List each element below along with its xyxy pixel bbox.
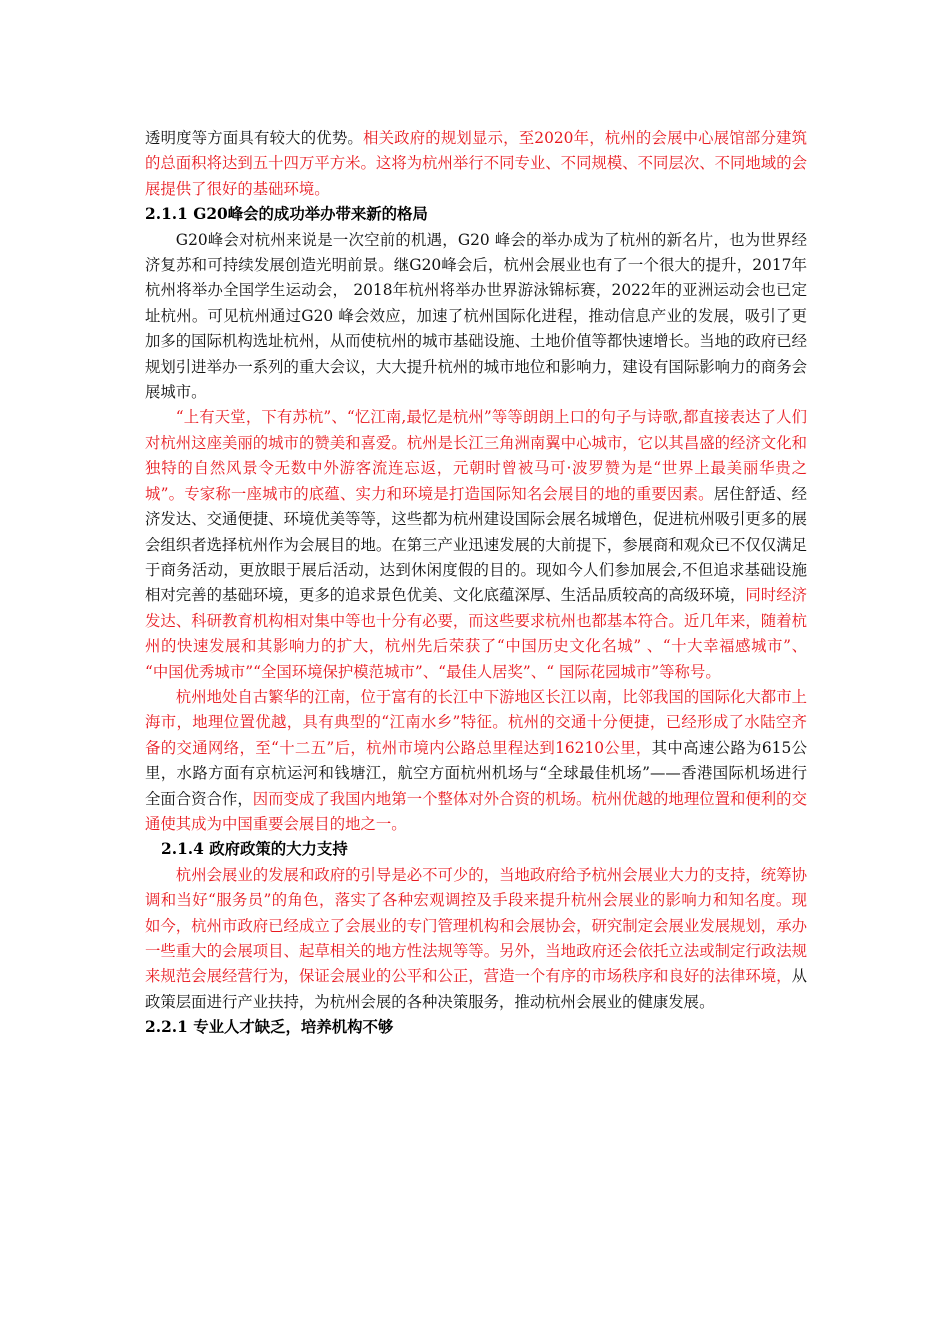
document-page <box>145 126 807 1041</box>
section-heading-talent: 2.2.1 专业人才缺乏，培养机构不够 <box>145 1018 394 1037</box>
text-run: 透明度等方面具有较大的优势。 <box>145 129 363 147</box>
paragraph-g20 <box>145 228 807 406</box>
paragraph-location <box>145 685 807 837</box>
text-run-highlight: 因而变成了我国内地第一个整体对外合资的机场。杭州优越的地理位置和便利的交通使其成为中国重要会展目的地之一。 <box>145 789 807 833</box>
text-run: 居住舒适、经济发达、交通便捷、环境优美等等，这些都为杭州建设国际会展名城增色，促进杭州吸引更多的展会组织者选择杭州作为会展目的地。在第三产业迅速发展的大前提下，参展商和观众已不仅仅满足于商务活动，更放眼于展后活动，达到休闲度假的目的。现如今人们参加展会,不但追求基础设施相对完善的基础环境，更多的追求景色优美、文化底蕴深厚、生活品质较高的高级环境， <box>145 484 807 605</box>
text-run-highlight: 杭州会展业的发展和政府的引导是必不可少的，当地政府给予杭州会展业大力的支持，统筹协调和当好“服务员”的角色，落实了各种宏观调控及手段来提升杭州会展业的影响力和知名度。现如今，杭州市政府已经成立了会展业的专门管理机构和会展协会，研究制定会展业发展规划，承办一些重大的会展项目、起草相关的地方性法规等等。另外，当地政府还会依托立法或制定行政法规来规范会展经营行为，保证会展业的公平和公正，营造一个有序的市场秩序和良好的法律环境， <box>145 865 807 986</box>
text-run: 其中高速公路为615公里，水路方面有京杭运河和钱塘江，航空方面杭州机场与“全球最佳机场”——香港国际机场进行全面合资合作， <box>145 738 807 808</box>
text-run-highlight: 同时经济发达、科研教育机构相对集中等也十分有必要，而这些要求杭州也都基本符合。近几年来，随着杭州的快速发展和其影响力的扩大，杭州先后荣获了“中国历史文化名城” 、“十大幸福感城市”、 “中国优秀城市”“全国环境保护模范城市”、“最佳人居奖”、“ 国际花园城市”等称号。 <box>145 586 807 681</box>
text-run-highlight: 杭州地处自古繁华的江南，位于富有的长江中下游地区长江以南，比邻我国的国际化大都市上海市，地理位置优越，具有典型的“江南水乡”特征。杭州的交通十分便捷，已经形成了水陆空齐备的交通网络，至“十二五”后，杭州市境内公路总里程达到16210公里， <box>145 687 807 757</box>
paragraph-policy <box>145 863 807 1015</box>
text-run: G20峰会对杭州来说是一次空前的机遇，G20 峰会的举办成为了杭州的新名片，也为世界经济复苏和可持续发展创造光明前景。继G20峰会后，杭州会展业也有了一个很大的提升，2017年杭州将举办全国学生运动会， 2018年杭州将举办世界游泳锦标赛，2022年的亚洲运动会也已定址杭州。可见杭州通过G20 峰会效应，加速了杭州国际化进程，推动信息产业的发展，吸引了更加多的国际机构选址杭州，从而使杭州的城市基础设施、土地价值等都快速增长。当地的政府已经规划引进举办一系列的重大会议，大大提升杭州的城市地位和影响力，建设有国际影响力的商务会展城市。 <box>145 230 807 402</box>
section-heading-policy: 2.1.4 政府政策的大力支持 <box>161 840 348 859</box>
section-heading-g20: 2.1.1 G20峰会的成功举办带来新的格局 <box>145 205 428 224</box>
text-run-highlight: “上有天堂，下有苏杭”、“忆江南,最忆是杭州”等等朗朗上口的句子与诗歌,都直接表达了人们对杭州这座美丽的城市的赞美和喜爱。杭州是长江三角洲南翼中心城市，它以其昌盛的经济文化和独特的自然风景令无数中外游客流连忘返，元朝时曾被马可·波罗赞为是“世界上最美丽华贵之城”。专家称一座城市的底蕴、实力和环境是打造国际知名会展目的地的重要因素。 <box>145 408 807 503</box>
paragraph-intro <box>145 126 807 202</box>
text-run: 从政策层面进行产业扶持，为杭州会展的各种决策服务，推动杭州会展业的健康发展。 <box>145 967 807 1011</box>
paragraph-city-image <box>145 405 807 684</box>
text-run-highlight: 相关政府的规划显示，至2020年，杭州的会展中心展馆部分建筑的总面积将达到五十四万平方米。这将为杭州举行不同专业、不同规模、不同层次、不同地域的会展提供了很好的基础环境。 <box>145 129 807 198</box>
